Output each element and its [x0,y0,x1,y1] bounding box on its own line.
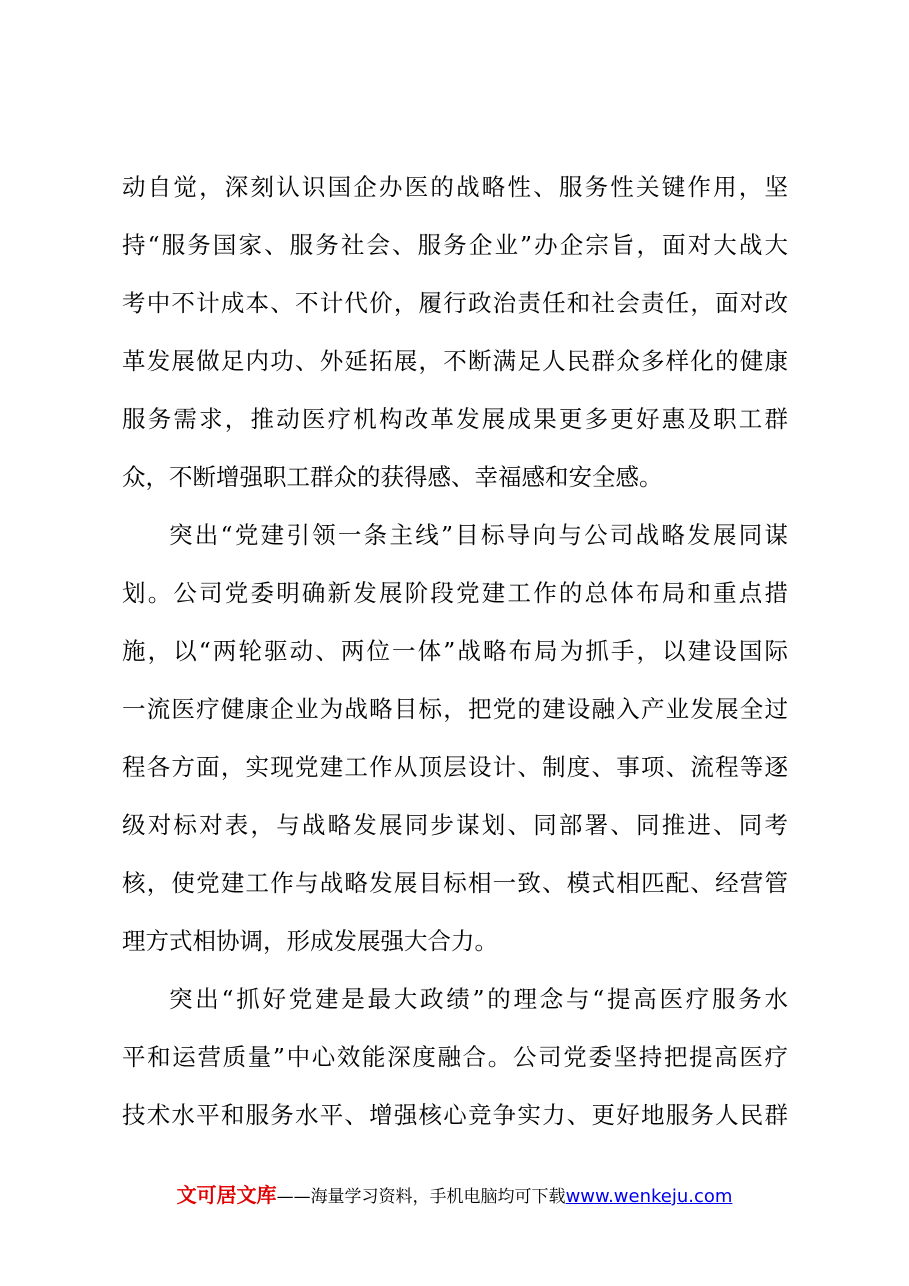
text-line: 服务需求，推动医疗机构改革发展成果更多更好惠及职工群 [122,405,788,433]
paragraph-first-line: 突出“党建引领一条主线”目标导向与公司战略发展同谋 [169,521,788,549]
text-line: 一流医疗健康企业为战略目标，把党的建设融入产业发展全过 [122,695,788,723]
text-line: 考中不计成本、不计代价，履行政治责任和社会责任，面对改 [122,289,788,317]
text-line: 平和运营质量”中心效能深度融合。公司党委坚持把提高医疗 [122,1043,788,1071]
footer-brand: 文可居文库 [176,1183,277,1207]
footer-banner [0,1180,909,1212]
footer-link[interactable]: www.wenkeju.com [565,1186,733,1207]
text-line: 核，使党建工作与战略发展目标相一致、模式相匹配、经营管 [122,869,788,897]
text-line: 持“服务国家、服务社会、服务企业”办企宗旨，面对大战大 [122,231,788,259]
text-line: 划。公司党委明确新发展阶段党建工作的总体布局和重点措 [122,579,788,607]
document-body [122,158,788,1144]
text-line: 程各方面，实现党建工作从顶层设计、制度、事项、流程等逐 [122,753,788,781]
text-line: 动自觉，深刻认识国企办医的战略性、服务性关键作用，坚 [122,173,788,201]
paragraph-first-line: 突出“抓好党建是最大政绩”的理念与“提高医疗服务水 [169,985,788,1013]
text-line: 理方式相协调，形成发展强大合力。 [122,927,498,955]
text-line: 级对标对表，与战略发展同步谋划、同部署、同推进、同考 [122,811,788,839]
text-line: 技术水平和服务水平、增强核心竞争实力、更好地服务人民群 [122,1101,788,1129]
text-line: 众，不断增强职工群众的获得感、幸福感和安全感。 [122,463,663,491]
footer-slogan: ——海量学习资料，手机电脑均可下载 [276,1187,566,1207]
text-line: 施，以“两轮驱动、两位一体”战略布局为抓手，以建设国际 [122,637,788,665]
text-line: 革发展做足内功、外延拓展，不断满足人民群众多样化的健康 [122,347,788,375]
